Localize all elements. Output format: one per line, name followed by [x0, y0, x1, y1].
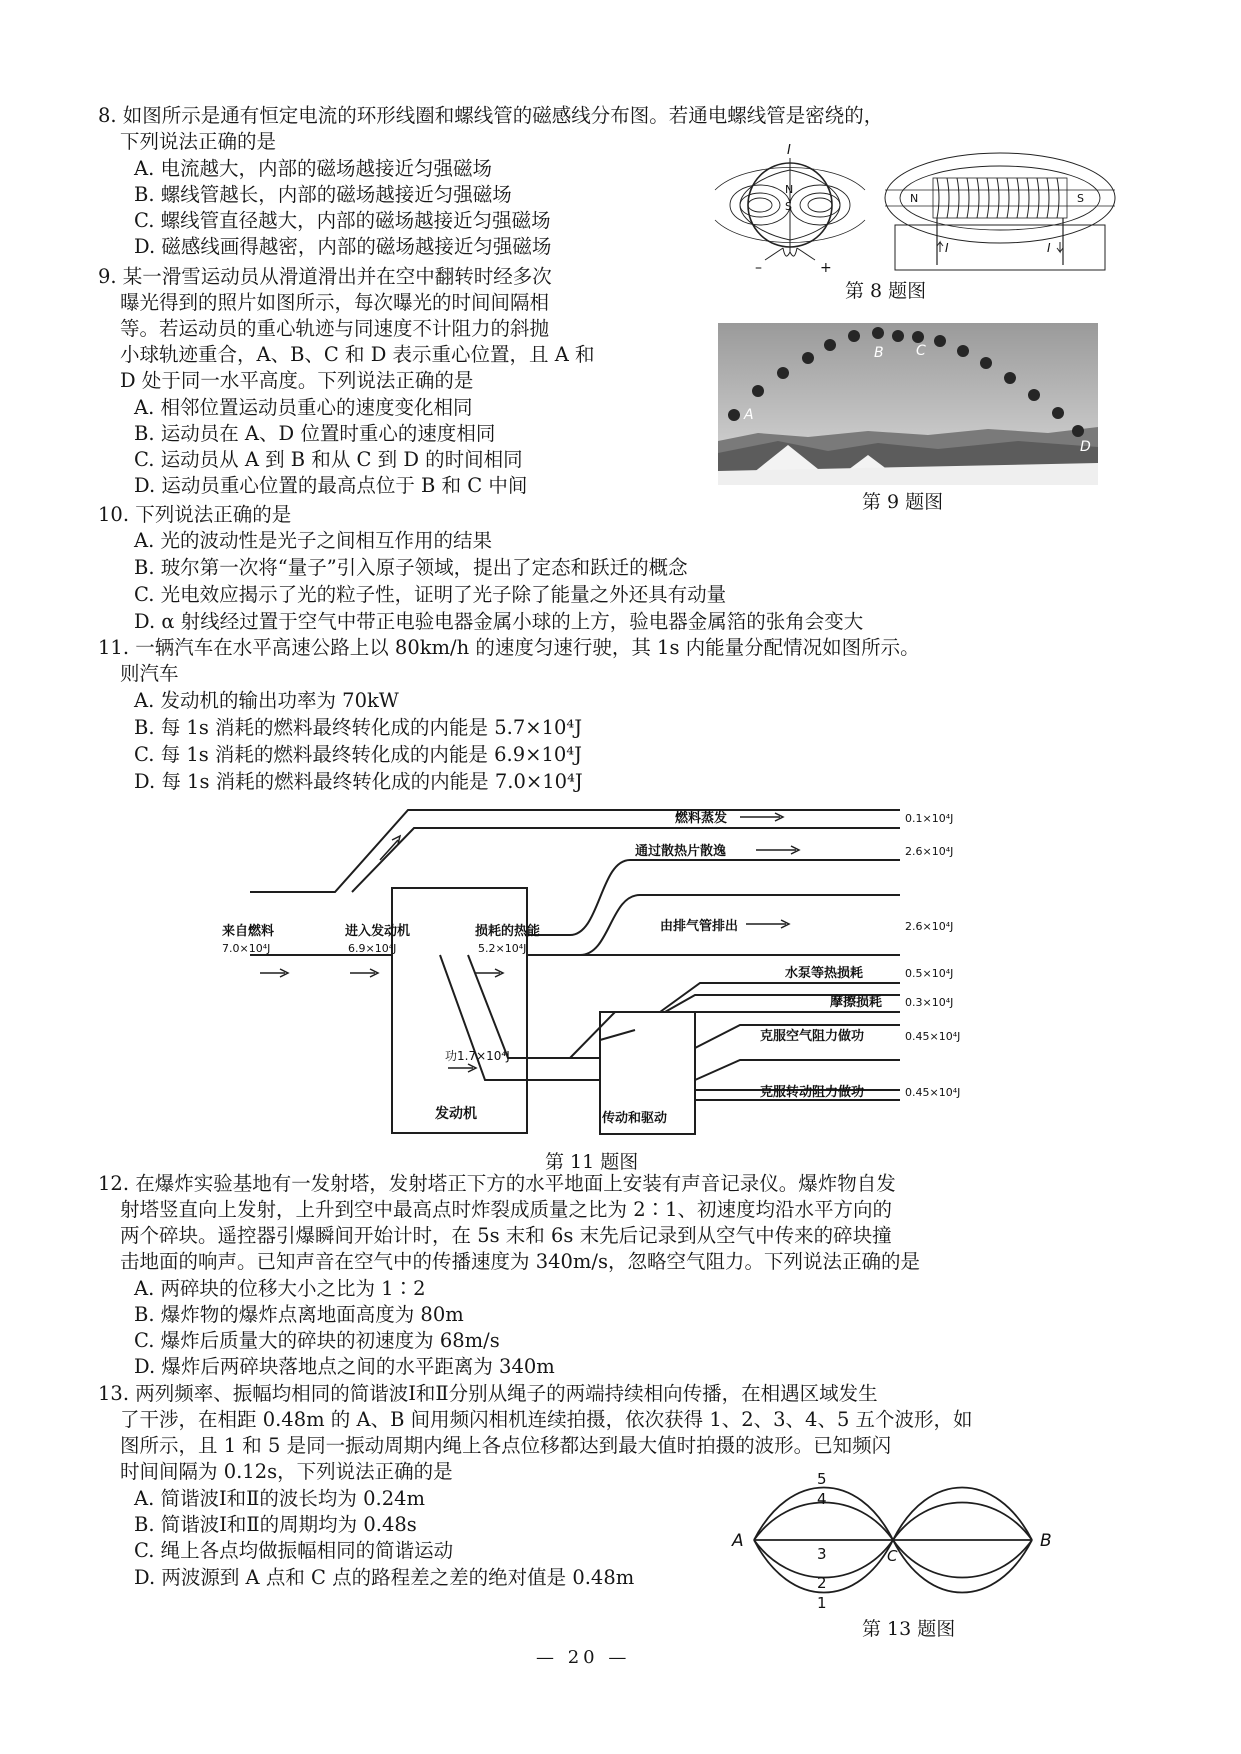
q10-option-d: D. α 射线经过置于空气中带正电验电器金属小球的上方，验电器金属箔的张角会变大 [134, 610, 864, 633]
label-a: A [732, 1531, 744, 1551]
q9-caption: 第 9 题图 [862, 491, 944, 513]
q13-stem-line-3: 图所示，且 1 和 5 是同一振动周期内绳上各点位移都达到最大值时拍摄的波形。已知频闪 [120, 1434, 892, 1457]
into-engine-value: 6.9×10⁴J [348, 942, 397, 955]
photo-label-a: A [744, 407, 754, 423]
photo-label-b: B [874, 345, 884, 361]
flow-label-exhaust: 由排气管排出 [660, 919, 739, 934]
from-fuel-label: 来自燃料 [222, 924, 275, 939]
solenoid-south-label: S [1077, 192, 1084, 205]
flow-label-evaporation: 燃料蒸发 [675, 811, 728, 826]
page-number: — 20 — [536, 1647, 631, 1668]
flow-value-evaporation: 0.1×10⁴J [905, 812, 954, 825]
flow-value-air-resistance: 0.45×10⁴J [905, 1030, 961, 1043]
solenoid-north-label: N [910, 192, 919, 205]
q11-option-b: B. 每 1s 消耗的燃料最终转化成的内能是 5.7×10⁴J [134, 716, 583, 739]
into-engine-label: 进入发动机 [345, 924, 411, 939]
q9-stem-line-5: D 处于同一水平高度。下列说法正确的是 [120, 369, 474, 392]
heat-loss-value: 5.2×10⁴J [478, 942, 527, 955]
q11-caption: 第 11 题图 [545, 1151, 639, 1173]
q10-option-c: C. 光电效应揭示了光的粒子性，证明了光子除了能量之外还具有动量 [134, 583, 727, 606]
q12-stem-line-3: 两个碎块。遥控器引爆瞬间开始计时，在 5s 末和 6s 末先后记录到从空气中传来的碎块撞 [120, 1224, 892, 1247]
wave-label-2: 2 [817, 1574, 827, 1592]
ring-plus-label: + [820, 260, 832, 276]
solenoid-current-right: I [1047, 241, 1051, 255]
q12-stem-line-4: 击地面的响声。已知声音在空气中的传播速度为 340m/s，忽略空气阻力。下列说法正确的是 [120, 1250, 920, 1273]
q8-option-a: A. 电流越大，内部的磁场越接近匀强磁场 [134, 157, 492, 180]
photo-label-d: D [1080, 439, 1091, 455]
q8-stem: 8. 如图所示是通有恒定电流的环形线圈和螺线管的磁感线分布图。若通电螺线管是密绕的， [98, 104, 884, 127]
flow-label-air-resistance: 克服空气阻力做功 [760, 1029, 865, 1044]
q11-option-a: A. 发动机的输出功率为 70kW [134, 689, 399, 712]
waveforms [754, 1488, 1032, 1593]
q13-stem-line-1: 13. 两列频率、振幅均相同的简谐波Ⅰ和Ⅱ分别从绳子的两端持续相向传播，在相遇区域发生 [98, 1382, 878, 1405]
q13-stem-line-2: 了干涉，在相距 0.48m 的 A、B 间用频闪相机连续拍摄，依次获得 1、2、3、4、5 五个波形，如 [120, 1408, 973, 1431]
q10-option-a: A. 光的波动性是光子之间相互作用的结果 [134, 529, 492, 552]
solenoid-current-left: I [945, 241, 949, 255]
q12-option-b: B. 爆炸物的爆炸点离地面高度为 80m [134, 1303, 464, 1326]
q8-option-d: D. 磁感线画得越密，内部的磁场越接近匀强磁场 [134, 235, 552, 258]
flow-value-exhaust: 2.6×10⁴J [905, 920, 954, 933]
q11-stem-cont: 则汽车 [120, 662, 179, 685]
q13-stem-line-4: 时间间隔为 0.12s，下列说法正确的是 [120, 1460, 453, 1483]
work-label: 功1.7×10⁴J [445, 1049, 510, 1063]
heat-loss-label: 损耗的热能 [475, 924, 541, 939]
q12-option-c: C. 爆炸后质量大的碎块的初速度为 68m/s [134, 1329, 500, 1352]
q12-option-a: A. 两碎块的位移大小之比为 1∶2 [134, 1277, 426, 1300]
q13-option-a: A. 简谐波Ⅰ和Ⅱ的波长均为 0.24m [134, 1487, 426, 1510]
q13-option-b: B. 简谐波Ⅰ和Ⅱ的周期均为 0.48s [134, 1513, 417, 1536]
q8-option-c: C. 螺线管直径越大，内部的磁场越接近匀强磁场 [134, 209, 551, 232]
q9-stem-line-1: 9. 某一滑雪运动员从滑道滑出并在空中翻转时经多次 [98, 265, 552, 288]
label-b: B [1040, 1531, 1052, 1551]
q13-waveform-figure [730, 1460, 1110, 1630]
q9-stem-line-3: 等。若运动员的重心轨迹与同速度不计阻力的斜抛 [120, 317, 550, 340]
q9-stem-line-4: 小球轨迹重合，A、B、C 和 D 表示重心位置，且 A 和 [120, 343, 595, 366]
wave-label-1: 1 [817, 1594, 827, 1612]
photo-label-c: C [916, 343, 926, 359]
q9-option-c: C. 运动员从 A 到 B 和从 C 到 D 的时间相同 [134, 448, 523, 471]
wave-label-5: 5 [817, 1470, 827, 1488]
wave-label-3: 3 [817, 1545, 827, 1563]
q11-option-c: C. 每 1s 消耗的燃料最终转化成的内能是 6.9×10⁴J [134, 743, 582, 766]
ring-current-label: I [787, 143, 791, 158]
drive-label: 传动和驱动 [602, 1111, 668, 1126]
ring-south-label: S [785, 200, 792, 213]
q10-option-b: B. 玻尔第一次将“量子”引入原子领域，提出了定态和跃迁的概念 [134, 556, 688, 579]
ring-minus-label: – [755, 260, 762, 276]
flow-label-radiator: 通过散热片散逸 [635, 844, 727, 859]
from-fuel-value: 7.0×10⁴J [222, 942, 271, 955]
q8-caption: 第 8 题图 [845, 280, 927, 302]
q9-option-d: D. 运动员重心位置的最高点位于 B 和 C 中间 [134, 474, 528, 497]
q12-option-d: D. 爆炸后两碎块落地点之间的水平距离为 340m [134, 1355, 555, 1378]
q11-energy-flow-diagram [222, 800, 1000, 1150]
q13-caption: 第 13 题图 [862, 1618, 956, 1640]
flow-label-friction: 摩擦损耗 [830, 995, 883, 1010]
q8-stem-cont: 下列说法正确的是 [120, 130, 277, 153]
q9-option-a: A. 相邻位置运动员重心的速度变化相同 [134, 396, 473, 419]
q9-photo [718, 323, 1098, 485]
wave-label-4: 4 [817, 1490, 827, 1508]
q11-option-d: D. 每 1s 消耗的燃料最终转化成的内能是 7.0×10⁴J [134, 770, 583, 793]
flow-label-pump: 水泵等热损耗 [785, 966, 864, 981]
q13-option-c: C. 绳上各点均做振幅相同的简谐运动 [134, 1539, 454, 1562]
flow-label-rolling-resistance: 克服转动阻力做功 [760, 1085, 865, 1100]
flow-value-pump: 0.5×10⁴J [905, 967, 954, 980]
ring-north-label: N [785, 183, 794, 196]
q11-stem: 11. 一辆汽车在水平高速公路上以 80km/h 的速度匀速行驶，其 1s 内能量分配情况如图所示。 [98, 636, 920, 659]
q10-stem: 10. 下列说法正确的是 [98, 503, 292, 526]
q12-stem-line-1: 12. 在爆炸实验基地有一发射塔，发射塔正下方的水平地面上安装有声音记录仪。爆炸物自发 [98, 1172, 896, 1195]
solenoid-diagram [885, 153, 1115, 270]
q12-stem-line-2: 射塔竖直向上发射，上升到空中最高点时炸裂成质量之比为 2∶1、初速度均沿水平方向的 [120, 1198, 893, 1221]
q8-option-b: B. 螺线管越长，内部的磁场越接近匀强磁场 [134, 183, 512, 206]
q9-stem-line-2: 曝光得到的照片如图所示，每次曝光的时间间隔相 [120, 291, 550, 314]
flow-value-friction: 0.3×10⁴J [905, 996, 954, 1009]
flow-value-rolling-resistance: 0.45×10⁴J [905, 1086, 961, 1099]
q8-figure [705, 140, 1115, 280]
q9-option-b: B. 运动员在 A、D 位置时重心的速度相同 [134, 422, 496, 445]
engine-label: 发动机 [435, 1106, 477, 1122]
label-c: C [887, 1547, 898, 1565]
flow-value-radiator: 2.6×10⁴J [905, 845, 954, 858]
q13-option-d: D. 两波源到 A 点和 C 点的路程差之差的绝对值是 0.48m [134, 1566, 635, 1589]
